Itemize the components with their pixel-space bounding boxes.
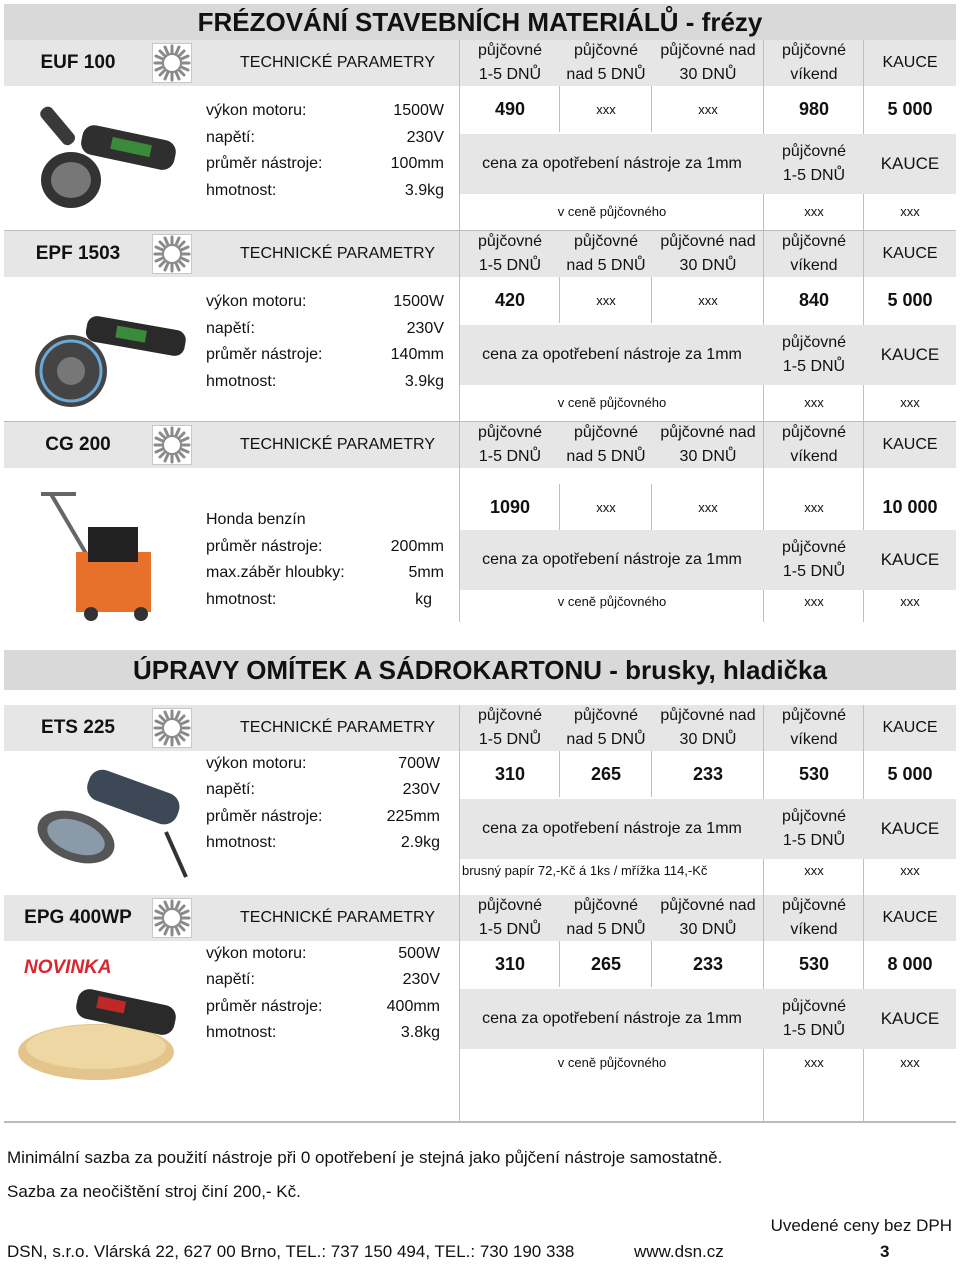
price-over-30-days: xxx [698,101,718,117]
sun-icon [152,898,192,938]
col-header-over-5-days: půjčovné nad 5 DNŮ [566,424,646,465]
col-header-weekend: půjčovné víkend [781,42,847,83]
rent-heading: půjčovné 1-5 DNŮ [764,134,864,194]
included-note: v ceně půjčovného [557,593,667,609]
rent-heading: půjčovné 1-5 DNŮ [764,325,864,385]
deposit-value: 5 000 [887,98,933,119]
spec-value: 230V [406,129,444,146]
price-over-30-days: 233 [692,763,724,784]
spec-label: výkon motoru: [206,755,307,772]
deposit-heading: KAUCE [864,799,956,859]
sun-icon [152,425,192,465]
sun-icon [152,234,192,274]
sun-icon [152,43,192,83]
spec-label: průměr nástroje: [206,155,323,172]
spec-label: hmotnost: [206,1024,277,1041]
deposit-value: 5 000 [887,289,933,310]
rent-heading: půjčovné 1-5 DNŮ [764,989,864,1049]
price-over-30-days: 233 [692,953,724,974]
price-over-5-days: xxx [596,292,616,308]
price-weekend: 980 [798,98,830,119]
product-block [4,705,956,897]
price-over-5-days: xxx [596,101,616,117]
wear-deposit-value: xxx [900,1054,920,1070]
col-header-weekend: půjčovné víkend [781,233,847,274]
price-1-5-days: 420 [494,289,526,310]
min-rate-note: Minimální sazba za použití nástroje při 0 opotřebení je stejná jako půjčení nástroje samostatně. [7,1148,723,1167]
cleaning-fee-note: Sazba za neočištění stroj činí 200,- Kč. [7,1182,301,1201]
floor-smoother-image [16,977,201,1087]
col-header-1-5-days: půjčovné 1-5 DNŮ [477,897,543,938]
spec-value: 230V [402,781,440,798]
sun-icon [152,708,192,748]
deposit-value: 8 000 [887,953,933,974]
price-over-30-days: xxx [698,292,718,308]
col-header-deposit: KAUCE [882,909,938,926]
page-number: 3 [880,1242,890,1261]
spec-value: 5mm [408,564,444,581]
wear-price-heading: cena za opotřebení nástroje za 1mm [460,134,764,194]
price-weekend: xxx [804,499,824,515]
spec-value: 400mm [386,998,440,1015]
col-header-over-5-days: půjčovné nad 5 DNŮ [566,897,646,938]
price-1-5-days: 1090 [489,496,531,517]
spec-value: 100mm [390,155,444,172]
wear-rent-value: xxx [804,862,824,878]
product-block [4,40,956,232]
spec-value: 500W [398,945,440,962]
deposit-heading: KAUCE [864,134,956,194]
spec-label: hmotnost: [206,373,277,390]
tech-params-heading: TECHNICKÉ PARAMETRY [240,245,435,262]
price-over-5-days: 265 [590,763,622,784]
deposit-value: 5 000 [887,763,933,784]
price-weekend: 840 [798,289,830,310]
spec-label: průměr nástroje: [206,346,323,363]
wear-price-heading: cena za opotřebení nástroje za 1mm [460,530,764,590]
wear-price-heading: cena za opotřebení nástroje za 1mm [460,799,764,859]
price-1-5-days: 310 [494,953,526,974]
spec-value: 3.8kg [400,1024,440,1041]
col-header-weekend: půjčovné víkend [781,424,847,465]
novinka-badge: NOVINKA [24,957,112,978]
website-link[interactable]: www.dsn.cz [634,1242,724,1261]
spec-label: průměr nástroje: [206,808,323,825]
vat-note: Uvedené ceny bez DPH [770,1216,952,1235]
product-code: EPG 400WP [24,907,132,928]
spec-value: 1500W [393,293,444,310]
price-weekend: 530 [798,953,830,974]
spec-value: 200mm [390,538,444,555]
included-note: v ceně půjčovného [557,1054,667,1070]
tech-params-heading: TECHNICKÉ PARAMETRY [240,436,435,453]
spec-label: napětí: [206,320,255,337]
col-header-1-5-days: půjčovné 1-5 DNŮ [477,233,543,274]
rent-heading: půjčovné 1-5 DNŮ [764,799,864,859]
price-over-5-days: xxx [596,499,616,515]
planer-tool-image [16,283,201,413]
spec-label: hmotnost: [206,591,277,608]
col-header-over-30-days: půjčovné nad 30 DNŮ [660,707,756,748]
router-tool-image [16,92,201,222]
spec-label: napětí: [206,781,255,798]
wear-deposit-value: xxx [900,593,920,609]
spec-value: 3.9kg [404,182,444,199]
wear-deposit-value: xxx [900,203,920,219]
deposit-heading: KAUCE [864,325,956,385]
spec-value: 1500W [393,102,444,119]
spec-value: 2.9kg [400,834,440,851]
col-header-over-5-days: půjčovné nad 5 DNŮ [566,42,646,83]
product-code: EUF 100 [40,52,116,73]
col-header-over-30-days: půjčovné nad 30 DNŮ [660,233,756,274]
spec-value: 140mm [390,346,444,363]
col-header-over-30-days: půjčovné nad 30 DNŮ [660,42,756,83]
spec-value: 230V [406,320,444,337]
product-code: ETS 225 [41,717,115,738]
wear-rent-value: xxx [804,394,824,410]
spec-value: 3.9kg [404,373,444,390]
product-block [4,422,956,622]
section-title-milling: FRÉZOVÁNÍ STAVEBNÍCH MATERIÁLŮ - frézy [4,4,956,40]
product-code: EPF 1503 [35,243,121,264]
price-over-5-days: 265 [590,953,622,974]
spec-label: napětí: [206,971,255,988]
wear-price-heading: cena za opotřebení nástroje za 1mm [460,989,764,1049]
wear-deposit-value: xxx [900,394,920,410]
tech-params-heading: TECHNICKÉ PARAMETRY [240,909,435,926]
tech-params-heading: TECHNICKÉ PARAMETRY [240,54,435,71]
product-code: CG 200 [45,434,111,455]
spec-label: Honda benzín [206,511,306,528]
drywall-sander-image [16,757,201,887]
col-header-over-30-days: půjčovné nad 30 DNŮ [660,424,756,465]
wear-rent-value: xxx [804,203,824,219]
wear-rent-value: xxx [804,1054,824,1070]
spec-label: průměr nástroje: [206,998,323,1015]
spec-label: napětí: [206,129,255,146]
col-header-1-5-days: půjčovné 1-5 DNŮ [477,707,543,748]
spec-label: hmotnost: [206,834,277,851]
tech-params-heading: TECHNICKÉ PARAMETRY [240,719,435,736]
wear-price-heading: cena za opotřebení nástroje za 1mm [460,325,764,385]
scarifier-machine-image [16,492,201,622]
spec-label: průměr nástroje: [206,538,323,555]
deposit-value: 10 000 [882,496,938,517]
product-block [4,231,956,423]
spec-value: 225mm [386,808,440,825]
spec-value: kg [415,591,432,608]
spec-label: hmotnost: [206,182,277,199]
col-header-weekend: půjčovné víkend [781,897,847,938]
price-over-30-days: xxx [698,499,718,515]
deposit-heading: KAUCE [864,530,956,590]
price-1-5-days: 490 [494,98,526,119]
deposit-heading: KAUCE [864,989,956,1049]
wear-deposit-value: xxx [900,862,920,878]
col-header-deposit: KAUCE [882,719,938,736]
col-header-1-5-days: půjčovné 1-5 DNŮ [477,42,543,83]
price-1-5-days: 310 [494,763,526,784]
consumables-note: brusný papír 72,-Kč á 1ks / mřížka 114,-Kč [462,862,708,878]
spec-label: výkon motoru: [206,102,307,119]
col-header-1-5-days: půjčovné 1-5 DNŮ [477,424,543,465]
company-address: DSN, s.r.o. Vlárská 22, 627 00 Brno, TEL.: 737 150 494, TEL.: 730 190 338 [7,1242,575,1261]
rent-heading: půjčovné 1-5 DNŮ [764,530,864,590]
col-header-deposit: KAUCE [882,436,938,453]
spec-label: výkon motoru: [206,945,307,962]
col-header-deposit: KAUCE [882,54,938,71]
product-block [4,895,956,1123]
included-note: v ceně půjčovného [557,394,667,410]
col-header-over-5-days: půjčovné nad 5 DNŮ [566,233,646,274]
col-header-over-5-days: půjčovné nad 5 DNŮ [566,707,646,748]
spec-label: výkon motoru: [206,293,307,310]
spec-value: 700W [398,755,440,772]
col-header-weekend: půjčovné víkend [781,707,847,748]
section-title-grinding: ÚPRAVY OMÍTEK A SÁDROKARTONU - brusky, hladička [4,650,956,690]
wear-rent-value: xxx [804,593,824,609]
col-header-deposit: KAUCE [882,245,938,262]
col-header-over-30-days: půjčovné nad 30 DNŮ [660,897,756,938]
spec-label: max.záběr hloubky: [206,564,345,581]
spec-value: 230V [402,971,440,988]
included-note: v ceně půjčovného [557,203,667,219]
price-weekend: 530 [798,763,830,784]
